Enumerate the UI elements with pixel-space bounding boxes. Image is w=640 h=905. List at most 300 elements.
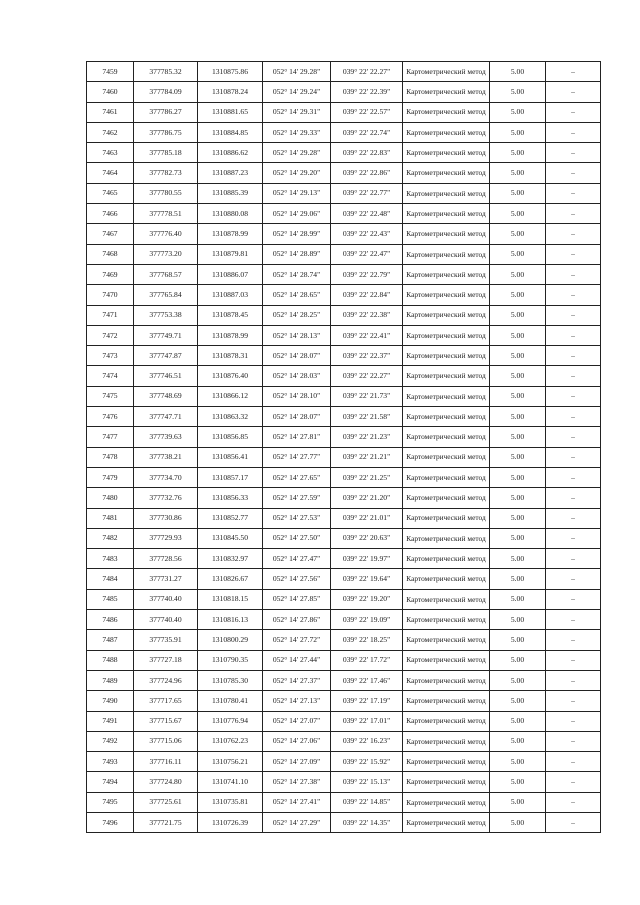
accuracy-cell: 5.00	[490, 305, 546, 325]
point-number-cell: 7461	[87, 102, 134, 122]
method-cell: Картометрический метод	[403, 528, 490, 548]
table-row	[87, 691, 601, 711]
latitude-cell: 052° 14' 27.81"	[263, 427, 331, 447]
note-cell: –	[546, 772, 601, 792]
longitude-cell: 039° 22' 22.74"	[331, 122, 403, 142]
table-row	[87, 163, 601, 183]
longitude-cell: 039° 22' 20.63"	[331, 528, 403, 548]
x-coordinate-cell: 377785.32	[134, 62, 198, 82]
method-cell: Картометрический метод	[403, 630, 490, 650]
table-row	[87, 447, 601, 467]
method-cell: Картометрический метод	[403, 264, 490, 284]
table-row	[87, 325, 601, 345]
note-cell: –	[546, 711, 601, 731]
note-cell: –	[546, 731, 601, 751]
x-coordinate-cell: 377739.63	[134, 427, 198, 447]
longitude-cell: 039° 22' 15.13"	[331, 772, 403, 792]
latitude-cell: 052° 14' 27.06"	[263, 731, 331, 751]
point-number-cell: 7481	[87, 508, 134, 528]
note-cell: –	[546, 224, 601, 244]
note-cell: –	[546, 488, 601, 508]
method-cell: Картометрический метод	[403, 346, 490, 366]
y-coordinate-cell: 1310726.39	[198, 812, 263, 832]
accuracy-cell: 5.00	[490, 163, 546, 183]
y-coordinate-cell: 1310885.39	[198, 183, 263, 203]
y-coordinate-cell: 1310886.62	[198, 143, 263, 163]
longitude-cell: 039° 22' 19.20"	[331, 589, 403, 609]
x-coordinate-cell: 377786.75	[134, 122, 198, 142]
note-cell: –	[546, 508, 601, 528]
longitude-cell: 039° 22' 21.20"	[331, 488, 403, 508]
y-coordinate-cell: 1310857.17	[198, 467, 263, 487]
note-cell: –	[546, 467, 601, 487]
longitude-cell: 039° 22' 22.27"	[331, 366, 403, 386]
point-number-cell: 7490	[87, 691, 134, 711]
method-cell: Картометрический метод	[403, 407, 490, 427]
x-coordinate-cell: 377768.57	[134, 264, 198, 284]
accuracy-cell: 5.00	[490, 772, 546, 792]
longitude-cell: 039° 22' 19.09"	[331, 610, 403, 630]
table-row	[87, 569, 601, 589]
y-coordinate-cell: 1310884.85	[198, 122, 263, 142]
latitude-cell: 052° 14' 27.29"	[263, 812, 331, 832]
y-coordinate-cell: 1310762.23	[198, 731, 263, 751]
y-coordinate-cell: 1310800.29	[198, 630, 263, 650]
note-cell: –	[546, 325, 601, 345]
method-cell: Картометрический метод	[403, 467, 490, 487]
method-cell: Картометрический метод	[403, 82, 490, 102]
x-coordinate-cell: 377724.80	[134, 772, 198, 792]
accuracy-cell: 5.00	[490, 549, 546, 569]
x-coordinate-cell: 377728.56	[134, 549, 198, 569]
longitude-cell: 039° 22' 19.64"	[331, 569, 403, 589]
point-number-cell: 7486	[87, 610, 134, 630]
table-row	[87, 285, 601, 305]
y-coordinate-cell: 1310866.12	[198, 386, 263, 406]
x-coordinate-cell: 377785.18	[134, 143, 198, 163]
longitude-cell: 039° 22' 22.86"	[331, 163, 403, 183]
accuracy-cell: 5.00	[490, 244, 546, 264]
y-coordinate-cell: 1310741.10	[198, 772, 263, 792]
x-coordinate-cell: 377740.40	[134, 610, 198, 630]
accuracy-cell: 5.00	[490, 346, 546, 366]
x-coordinate-cell: 377730.86	[134, 508, 198, 528]
point-number-cell: 7467	[87, 224, 134, 244]
latitude-cell: 052° 14' 27.65"	[263, 467, 331, 487]
accuracy-cell: 5.00	[490, 569, 546, 589]
method-cell: Картометрический метод	[403, 812, 490, 832]
method-cell: Картометрический метод	[403, 569, 490, 589]
note-cell: –	[546, 122, 601, 142]
y-coordinate-cell: 1310879.81	[198, 244, 263, 264]
method-cell: Картометрический метод	[403, 488, 490, 508]
longitude-cell: 039° 22' 17.01"	[331, 711, 403, 731]
y-coordinate-cell: 1310887.23	[198, 163, 263, 183]
longitude-cell: 039° 22' 22.79"	[331, 264, 403, 284]
accuracy-cell: 5.00	[490, 630, 546, 650]
note-cell: –	[546, 386, 601, 406]
table-row	[87, 772, 601, 792]
table-row	[87, 102, 601, 122]
note-cell: –	[546, 427, 601, 447]
table-row	[87, 427, 601, 447]
latitude-cell: 052° 14' 27.44"	[263, 650, 331, 670]
y-coordinate-cell: 1310856.85	[198, 427, 263, 447]
point-number-cell: 7471	[87, 305, 134, 325]
table-row	[87, 549, 601, 569]
table-row	[87, 792, 601, 812]
y-coordinate-cell: 1310878.24	[198, 82, 263, 102]
x-coordinate-cell: 377746.51	[134, 366, 198, 386]
accuracy-cell: 5.00	[490, 792, 546, 812]
method-cell: Картометрический метод	[403, 224, 490, 244]
latitude-cell: 052° 14' 28.13"	[263, 325, 331, 345]
y-coordinate-cell: 1310785.30	[198, 670, 263, 690]
accuracy-cell: 5.00	[490, 589, 546, 609]
accuracy-cell: 5.00	[490, 467, 546, 487]
x-coordinate-cell: 377747.87	[134, 346, 198, 366]
accuracy-cell: 5.00	[490, 285, 546, 305]
x-coordinate-cell: 377727.18	[134, 650, 198, 670]
y-coordinate-cell: 1310845.50	[198, 528, 263, 548]
method-cell: Картометрический метод	[403, 711, 490, 731]
latitude-cell: 052° 14' 27.53"	[263, 508, 331, 528]
y-coordinate-cell: 1310856.41	[198, 447, 263, 467]
method-cell: Картометрический метод	[403, 102, 490, 122]
y-coordinate-cell: 1310756.21	[198, 752, 263, 772]
point-number-cell: 7475	[87, 386, 134, 406]
method-cell: Картометрический метод	[403, 650, 490, 670]
point-number-cell: 7470	[87, 285, 134, 305]
y-coordinate-cell: 1310875.86	[198, 62, 263, 82]
y-coordinate-cell: 1310887.03	[198, 285, 263, 305]
table-row	[87, 407, 601, 427]
table-row	[87, 650, 601, 670]
latitude-cell: 052° 14' 29.33"	[263, 122, 331, 142]
x-coordinate-cell: 377740.40	[134, 589, 198, 609]
y-coordinate-cell: 1310832.97	[198, 549, 263, 569]
accuracy-cell: 5.00	[490, 183, 546, 203]
latitude-cell: 052° 14' 28.65"	[263, 285, 331, 305]
note-cell: –	[546, 204, 601, 224]
latitude-cell: 052° 14' 27.07"	[263, 711, 331, 731]
y-coordinate-cell: 1310878.99	[198, 325, 263, 345]
point-number-cell: 7468	[87, 244, 134, 264]
latitude-cell: 052° 14' 28.07"	[263, 346, 331, 366]
note-cell: –	[546, 792, 601, 812]
accuracy-cell: 5.00	[490, 102, 546, 122]
table-row	[87, 528, 601, 548]
method-cell: Картометрический метод	[403, 792, 490, 812]
accuracy-cell: 5.00	[490, 224, 546, 244]
x-coordinate-cell: 377715.67	[134, 711, 198, 731]
x-coordinate-cell: 377776.40	[134, 224, 198, 244]
coordinates-table	[86, 61, 601, 833]
note-cell: –	[546, 102, 601, 122]
longitude-cell: 039° 22' 14.35"	[331, 812, 403, 832]
longitude-cell: 039° 22' 14.85"	[331, 792, 403, 812]
note-cell: –	[546, 183, 601, 203]
y-coordinate-cell: 1310881.65	[198, 102, 263, 122]
y-coordinate-cell: 1310780.41	[198, 691, 263, 711]
x-coordinate-cell: 377778.51	[134, 204, 198, 224]
longitude-cell: 039° 22' 22.41"	[331, 325, 403, 345]
longitude-cell: 039° 22' 21.23"	[331, 427, 403, 447]
method-cell: Картометрический метод	[403, 549, 490, 569]
x-coordinate-cell: 377724.96	[134, 670, 198, 690]
latitude-cell: 052° 14' 27.59"	[263, 488, 331, 508]
table-row	[87, 488, 601, 508]
x-coordinate-cell: 377738.21	[134, 447, 198, 467]
point-number-cell: 7487	[87, 630, 134, 650]
latitude-cell: 052° 14' 27.56"	[263, 569, 331, 589]
longitude-cell: 039° 22' 22.39"	[331, 82, 403, 102]
x-coordinate-cell: 377734.70	[134, 467, 198, 487]
table-row	[87, 711, 601, 731]
x-coordinate-cell: 377721.75	[134, 812, 198, 832]
accuracy-cell: 5.00	[490, 325, 546, 345]
latitude-cell: 052° 14' 27.09"	[263, 752, 331, 772]
x-coordinate-cell: 377782.73	[134, 163, 198, 183]
accuracy-cell: 5.00	[490, 528, 546, 548]
longitude-cell: 039° 22' 22.83"	[331, 143, 403, 163]
y-coordinate-cell: 1310826.67	[198, 569, 263, 589]
point-number-cell: 7460	[87, 82, 134, 102]
latitude-cell: 052° 14' 27.85"	[263, 589, 331, 609]
latitude-cell: 052° 14' 29.06"	[263, 204, 331, 224]
table-row	[87, 630, 601, 650]
accuracy-cell: 5.00	[490, 122, 546, 142]
method-cell: Картометрический метод	[403, 772, 490, 792]
table-row	[87, 752, 601, 772]
accuracy-cell: 5.00	[490, 508, 546, 528]
table-row	[87, 224, 601, 244]
y-coordinate-cell: 1310863.32	[198, 407, 263, 427]
longitude-cell: 039° 22' 22.77"	[331, 183, 403, 203]
longitude-cell: 039° 22' 22.38"	[331, 305, 403, 325]
point-number-cell: 7496	[87, 812, 134, 832]
x-coordinate-cell: 377731.27	[134, 569, 198, 589]
method-cell: Картометрический метод	[403, 244, 490, 264]
longitude-cell: 039° 22' 21.25"	[331, 467, 403, 487]
table-row	[87, 670, 601, 690]
y-coordinate-cell: 1310880.08	[198, 204, 263, 224]
note-cell: –	[546, 610, 601, 630]
point-number-cell: 7463	[87, 143, 134, 163]
longitude-cell: 039° 22' 15.92"	[331, 752, 403, 772]
latitude-cell: 052° 14' 28.03"	[263, 366, 331, 386]
accuracy-cell: 5.00	[490, 264, 546, 284]
point-number-cell: 7489	[87, 670, 134, 690]
latitude-cell: 052° 14' 28.25"	[263, 305, 331, 325]
note-cell: –	[546, 62, 601, 82]
point-number-cell: 7465	[87, 183, 134, 203]
y-coordinate-cell: 1310878.31	[198, 346, 263, 366]
x-coordinate-cell: 377765.84	[134, 285, 198, 305]
table-row	[87, 305, 601, 325]
longitude-cell: 039° 22' 21.73"	[331, 386, 403, 406]
note-cell: –	[546, 163, 601, 183]
point-number-cell: 7491	[87, 711, 134, 731]
longitude-cell: 039° 22' 22.57"	[331, 102, 403, 122]
point-number-cell: 7459	[87, 62, 134, 82]
x-coordinate-cell: 377747.71	[134, 407, 198, 427]
x-coordinate-cell: 377716.11	[134, 752, 198, 772]
method-cell: Картометрический метод	[403, 204, 490, 224]
table-row	[87, 62, 601, 82]
point-number-cell: 7474	[87, 366, 134, 386]
x-coordinate-cell: 377717.65	[134, 691, 198, 711]
accuracy-cell: 5.00	[490, 447, 546, 467]
accuracy-cell: 5.00	[490, 427, 546, 447]
table-row	[87, 366, 601, 386]
note-cell: –	[546, 346, 601, 366]
point-number-cell: 7485	[87, 589, 134, 609]
longitude-cell: 039° 22' 22.43"	[331, 224, 403, 244]
table-row	[87, 183, 601, 203]
note-cell: –	[546, 264, 601, 284]
latitude-cell: 052° 14' 29.20"	[263, 163, 331, 183]
table-row	[87, 508, 601, 528]
y-coordinate-cell: 1310876.40	[198, 366, 263, 386]
longitude-cell: 039° 22' 21.58"	[331, 407, 403, 427]
y-coordinate-cell: 1310776.94	[198, 711, 263, 731]
latitude-cell: 052° 14' 27.77"	[263, 447, 331, 467]
accuracy-cell: 5.00	[490, 711, 546, 731]
longitude-cell: 039° 22' 17.46"	[331, 670, 403, 690]
note-cell: –	[546, 305, 601, 325]
latitude-cell: 052° 14' 29.28"	[263, 143, 331, 163]
note-cell: –	[546, 82, 601, 102]
latitude-cell: 052° 14' 27.13"	[263, 691, 331, 711]
longitude-cell: 039° 22' 21.21"	[331, 447, 403, 467]
note-cell: –	[546, 285, 601, 305]
longitude-cell: 039° 22' 22.27"	[331, 62, 403, 82]
latitude-cell: 052° 14' 27.38"	[263, 772, 331, 792]
table-row	[87, 589, 601, 609]
longitude-cell: 039° 22' 22.47"	[331, 244, 403, 264]
point-number-cell: 7484	[87, 569, 134, 589]
x-coordinate-cell: 377749.71	[134, 325, 198, 345]
y-coordinate-cell: 1310818.15	[198, 589, 263, 609]
note-cell: –	[546, 366, 601, 386]
x-coordinate-cell: 377729.93	[134, 528, 198, 548]
coordinates-table-body	[87, 62, 601, 833]
y-coordinate-cell: 1310856.33	[198, 488, 263, 508]
latitude-cell: 052° 14' 28.10"	[263, 386, 331, 406]
x-coordinate-cell: 377725.61	[134, 792, 198, 812]
longitude-cell: 039° 22' 17.72"	[331, 650, 403, 670]
point-number-cell: 7493	[87, 752, 134, 772]
accuracy-cell: 5.00	[490, 386, 546, 406]
table-row	[87, 122, 601, 142]
y-coordinate-cell: 1310735.81	[198, 792, 263, 812]
note-cell: –	[546, 549, 601, 569]
method-cell: Картометрический метод	[403, 731, 490, 751]
longitude-cell: 039° 22' 22.84"	[331, 285, 403, 305]
x-coordinate-cell: 377773.20	[134, 244, 198, 264]
table-row	[87, 264, 601, 284]
note-cell: –	[546, 650, 601, 670]
point-number-cell: 7480	[87, 488, 134, 508]
point-number-cell: 7469	[87, 264, 134, 284]
x-coordinate-cell: 377753.38	[134, 305, 198, 325]
longitude-cell: 039° 22' 22.48"	[331, 204, 403, 224]
point-number-cell: 7488	[87, 650, 134, 670]
table-row	[87, 812, 601, 832]
point-number-cell: 7477	[87, 427, 134, 447]
point-number-cell: 7482	[87, 528, 134, 548]
point-number-cell: 7466	[87, 204, 134, 224]
latitude-cell: 052° 14' 27.72"	[263, 630, 331, 650]
latitude-cell: 052° 14' 27.47"	[263, 549, 331, 569]
method-cell: Картометрический метод	[403, 305, 490, 325]
method-cell: Картометрический метод	[403, 670, 490, 690]
method-cell: Картометрический метод	[403, 183, 490, 203]
longitude-cell: 039° 22' 22.37"	[331, 346, 403, 366]
x-coordinate-cell: 377735.91	[134, 630, 198, 650]
method-cell: Картометрический метод	[403, 447, 490, 467]
table-row	[87, 386, 601, 406]
accuracy-cell: 5.00	[490, 650, 546, 670]
note-cell: –	[546, 407, 601, 427]
accuracy-cell: 5.00	[490, 204, 546, 224]
method-cell: Картометрический метод	[403, 143, 490, 163]
latitude-cell: 052° 14' 28.07"	[263, 407, 331, 427]
latitude-cell: 052° 14' 27.86"	[263, 610, 331, 630]
latitude-cell: 052° 14' 29.28"	[263, 62, 331, 82]
accuracy-cell: 5.00	[490, 670, 546, 690]
method-cell: Картометрический метод	[403, 610, 490, 630]
latitude-cell: 052° 14' 28.89"	[263, 244, 331, 264]
latitude-cell: 052° 14' 27.41"	[263, 792, 331, 812]
table-row	[87, 204, 601, 224]
table-row	[87, 346, 601, 366]
y-coordinate-cell: 1310878.99	[198, 224, 263, 244]
method-cell: Картометрический метод	[403, 508, 490, 528]
note-cell: –	[546, 691, 601, 711]
note-cell: –	[546, 670, 601, 690]
y-coordinate-cell: 1310878.45	[198, 305, 263, 325]
point-number-cell: 7479	[87, 467, 134, 487]
method-cell: Картометрический метод	[403, 325, 490, 345]
accuracy-cell: 5.00	[490, 812, 546, 832]
method-cell: Картометрический метод	[403, 427, 490, 447]
method-cell: Картометрический метод	[403, 122, 490, 142]
x-coordinate-cell: 377786.27	[134, 102, 198, 122]
accuracy-cell: 5.00	[490, 610, 546, 630]
table-row	[87, 731, 601, 751]
accuracy-cell: 5.00	[490, 731, 546, 751]
note-cell: –	[546, 143, 601, 163]
accuracy-cell: 5.00	[490, 407, 546, 427]
point-number-cell: 7464	[87, 163, 134, 183]
y-coordinate-cell: 1310816.13	[198, 610, 263, 630]
note-cell: –	[546, 244, 601, 264]
latitude-cell: 052° 14' 29.13"	[263, 183, 331, 203]
longitude-cell: 039° 22' 16.23"	[331, 731, 403, 751]
method-cell: Картометрический метод	[403, 589, 490, 609]
point-number-cell: 7492	[87, 731, 134, 751]
x-coordinate-cell: 377732.76	[134, 488, 198, 508]
point-number-cell: 7473	[87, 346, 134, 366]
method-cell: Картометрический метод	[403, 285, 490, 305]
y-coordinate-cell: 1310852.77	[198, 508, 263, 528]
latitude-cell: 052° 14' 29.31"	[263, 102, 331, 122]
method-cell: Картометрический метод	[403, 366, 490, 386]
table-row	[87, 244, 601, 264]
longitude-cell: 039° 22' 18.25"	[331, 630, 403, 650]
